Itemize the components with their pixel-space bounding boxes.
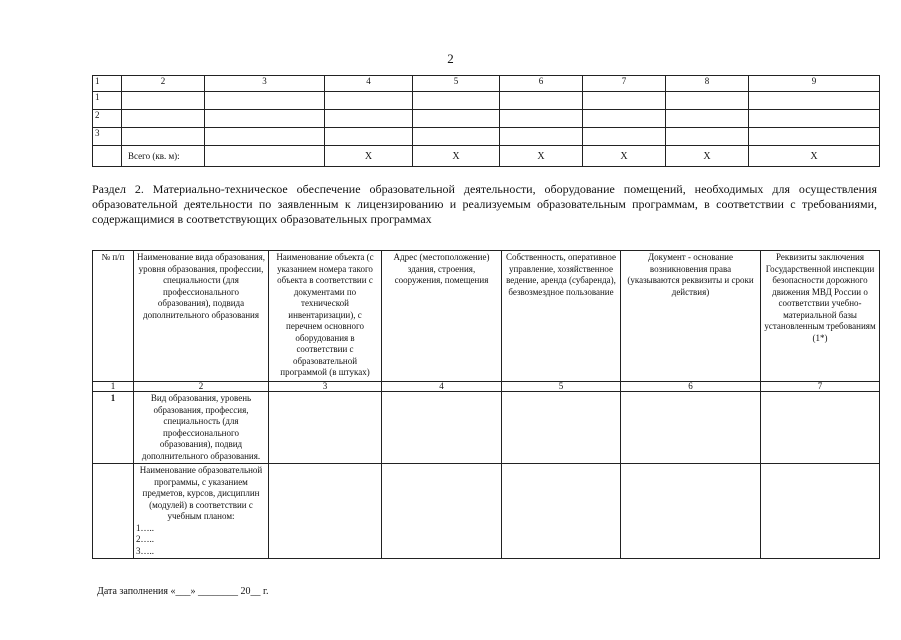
table-cell bbox=[500, 110, 583, 128]
premises-col-num: 2 bbox=[122, 76, 205, 92]
column-header: № п/п bbox=[93, 251, 134, 382]
table-cell bbox=[502, 464, 621, 559]
column-number: 7 bbox=[761, 382, 880, 392]
table-cell bbox=[583, 110, 666, 128]
column-header: Реквизиты заключения Государственной инспекции безопасности дорожного движения МВД России о соответствии учебно-материальной базы установленным требованиям (1*) bbox=[761, 251, 880, 382]
premises-col-num: 9 bbox=[749, 76, 880, 92]
table-cell bbox=[205, 110, 325, 128]
table-cell bbox=[666, 110, 749, 128]
table-cell bbox=[122, 110, 205, 128]
table-cell bbox=[583, 92, 666, 110]
table-cell bbox=[269, 392, 382, 464]
column-header: Наименование объекта (с указанием номера такого объекта в соответствии с документами по технической инвентаризации), с перечнем основного оборудования в соответствии с образовательной программой (в штуках) bbox=[269, 251, 382, 382]
premises-row bbox=[93, 92, 880, 110]
table-row bbox=[93, 392, 880, 464]
table-cell bbox=[761, 464, 880, 559]
list-item: 2….. bbox=[136, 534, 154, 544]
table-cell bbox=[413, 92, 500, 110]
premises-col-num: 7 bbox=[583, 76, 666, 92]
premises-table bbox=[92, 75, 880, 167]
premises-col-num: 4 bbox=[325, 76, 413, 92]
premises-row bbox=[93, 110, 880, 128]
table-cell bbox=[205, 92, 325, 110]
x-mark: Х bbox=[325, 146, 413, 167]
table-cell bbox=[205, 128, 325, 146]
column-number: 1 bbox=[93, 382, 134, 392]
premises-col-num: 8 bbox=[666, 76, 749, 92]
row-number: 1 bbox=[93, 92, 122, 110]
section-2-title: Раздел 2. Материально-техническое обеспечение образовательной деятельности, оборудование помещений, необходимых для осуществления образовательной деятельности по заявленным к лицензированию и реализуемым образовательным программам, в соответствии с требованиями, содержащимися в соответствующих образовательных программах bbox=[92, 182, 877, 226]
premises-col-num: 3 bbox=[205, 76, 325, 92]
table-cell bbox=[325, 128, 413, 146]
x-mark: Х bbox=[583, 146, 666, 167]
list-item: 1….. bbox=[136, 522, 154, 533]
premises-col-num: 6 bbox=[500, 76, 583, 92]
column-number-row bbox=[93, 382, 880, 392]
table-cell bbox=[413, 110, 500, 128]
table-cell bbox=[666, 92, 749, 110]
row-number: 1 bbox=[93, 392, 134, 464]
page-number: 2 bbox=[447, 51, 454, 66]
column-number: 2 bbox=[134, 382, 269, 392]
table-cell bbox=[761, 392, 880, 464]
table-cell bbox=[382, 392, 502, 464]
table-row bbox=[93, 464, 880, 559]
table-cell bbox=[122, 92, 205, 110]
table-cell bbox=[749, 128, 880, 146]
table-cell bbox=[749, 92, 880, 110]
equipment-header-row bbox=[93, 251, 880, 382]
table-cell bbox=[325, 92, 413, 110]
table-cell bbox=[93, 146, 122, 167]
table-cell bbox=[500, 128, 583, 146]
column-number: 6 bbox=[621, 382, 761, 392]
table-cell bbox=[621, 392, 761, 464]
program-cell bbox=[134, 464, 269, 559]
column-number: 4 bbox=[382, 382, 502, 392]
table-cell bbox=[500, 92, 583, 110]
total-label: Всего (кв. м): bbox=[122, 146, 205, 167]
x-mark: Х bbox=[500, 146, 583, 167]
x-mark: Х bbox=[666, 146, 749, 167]
column-header: Собственность, оперативное управление, хозяйственное ведение, аренда (субаренда), безвозмездное пользование bbox=[502, 251, 621, 382]
premises-col-num: 1 bbox=[93, 76, 122, 92]
x-mark: Х bbox=[749, 146, 880, 167]
table-cell bbox=[382, 464, 502, 559]
program-description: Наименование образовательной программы, с указанием предметов, курсов, дисциплин (модулей) в соответствии с учебным планом: bbox=[139, 465, 263, 521]
table-cell bbox=[93, 464, 134, 559]
table-cell bbox=[325, 110, 413, 128]
table-cell bbox=[583, 128, 666, 146]
table-cell bbox=[666, 128, 749, 146]
table-cell bbox=[749, 110, 880, 128]
fill-date: Дата заполнения «___» ________ 20__ г. bbox=[97, 586, 269, 597]
column-header: Документ - основание возникновения права (указываются реквизиты и сроки действия) bbox=[621, 251, 761, 382]
list-item: 3….. bbox=[136, 545, 154, 556]
premises-header-row bbox=[93, 76, 880, 92]
premises-col-num: 5 bbox=[413, 76, 500, 92]
table-cell bbox=[269, 464, 382, 559]
column-header: Адрес (местоположение) здания, строения, сооружения, помещения bbox=[382, 251, 502, 382]
premises-total-row bbox=[93, 146, 880, 167]
table-cell bbox=[122, 128, 205, 146]
table-cell bbox=[413, 128, 500, 146]
premises-row bbox=[93, 128, 880, 146]
row-number: 2 bbox=[93, 110, 122, 128]
x-mark: Х bbox=[413, 146, 500, 167]
column-number: 3 bbox=[269, 382, 382, 392]
column-header: Наименование вида образования, уровня образования, профессии, специальности (для профессионального образования), подвида дополнительного образования bbox=[134, 251, 269, 382]
equipment-table bbox=[92, 250, 880, 559]
table-cell bbox=[205, 146, 325, 167]
table-cell bbox=[621, 464, 761, 559]
row-number: 3 bbox=[93, 128, 122, 146]
education-type-cell: Вид образования, уровень образования, профессия, специальность (для профессионального образования), подвид дополнительного образования. bbox=[134, 392, 269, 464]
column-number: 5 bbox=[502, 382, 621, 392]
table-cell bbox=[502, 392, 621, 464]
